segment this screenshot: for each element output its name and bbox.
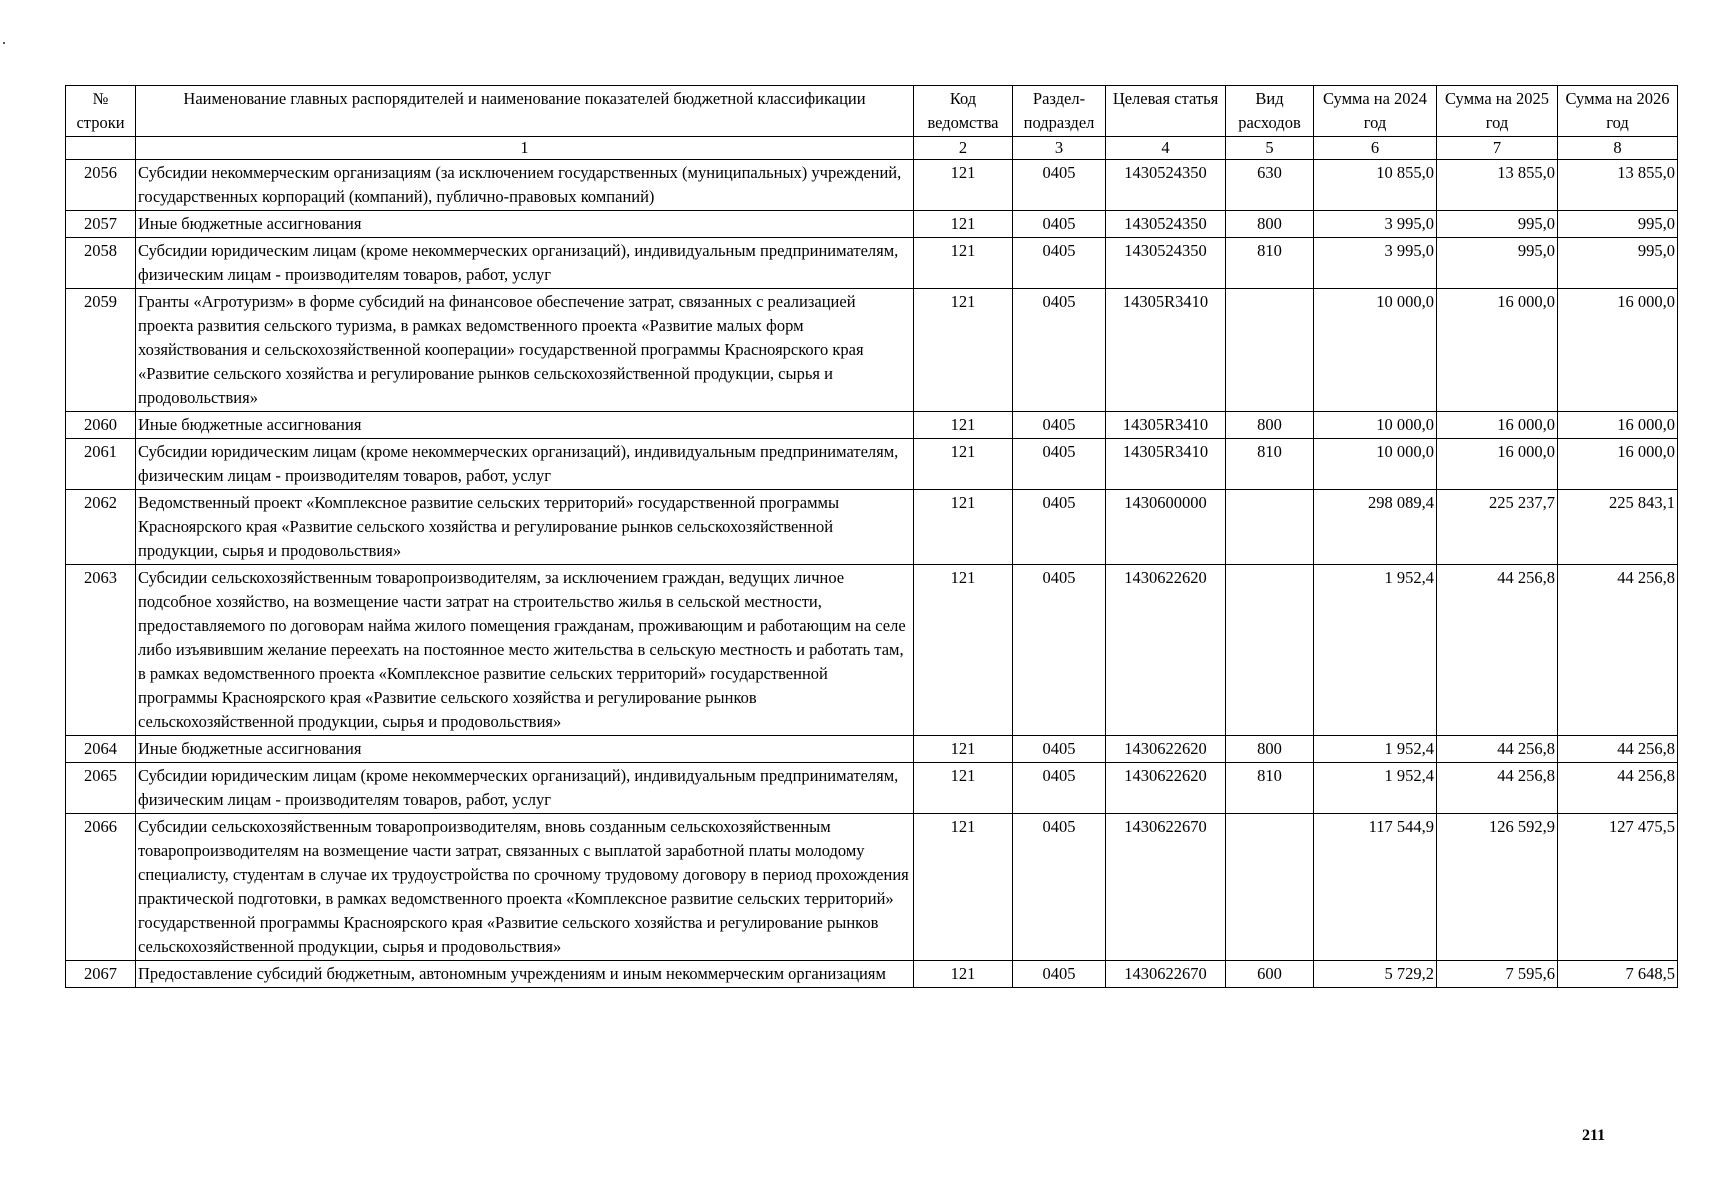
sum-2026: 44 256,8 xyxy=(1558,565,1678,736)
scan-speck xyxy=(3,42,5,44)
row-number: 2058 xyxy=(66,238,136,289)
dept-code: 121 xyxy=(914,211,1013,238)
target-article: 1430524350 xyxy=(1106,238,1226,289)
sum-2025: 16 000,0 xyxy=(1437,412,1558,439)
sum-2024: 10 000,0 xyxy=(1314,412,1437,439)
sum-2024: 5 729,2 xyxy=(1314,961,1437,988)
sum-2024: 298 089,4 xyxy=(1314,490,1437,565)
expense-type: 810 xyxy=(1226,439,1314,490)
sum-2026: 16 000,0 xyxy=(1558,412,1678,439)
sum-2024: 1 952,4 xyxy=(1314,763,1437,814)
table-row xyxy=(66,814,1678,961)
sum-2024: 1 952,4 xyxy=(1314,736,1437,763)
sum-2025: 995,0 xyxy=(1437,238,1558,289)
row-name: Иные бюджетные ассигнования xyxy=(136,211,914,238)
expense-type: 800 xyxy=(1226,211,1314,238)
section-code: 0405 xyxy=(1013,736,1106,763)
header-dept-code: Код ведомства xyxy=(914,86,1013,137)
dept-code: 121 xyxy=(914,289,1013,412)
sum-2025: 126 592,9 xyxy=(1437,814,1558,961)
sum-2026: 995,0 xyxy=(1558,211,1678,238)
sum-2024: 3 995,0 xyxy=(1314,238,1437,289)
row-name: Гранты «Агротуризм» в форме субсидий на финансовое обеспечение затрат, связанных с реализацией проекта развития сельского туризма, в рамках ведомственного проекта «Развитие малых форм хозяйствования и сельскохозяйственной кооперации» государственной программы Красноярского края «Развитие сельского хозяйства и регулирование рынков сельскохозяйственной продукции, сырья и продовольствия» xyxy=(136,289,914,412)
sum-2025: 995,0 xyxy=(1437,211,1558,238)
sum-2026: 16 000,0 xyxy=(1558,439,1678,490)
dept-code: 121 xyxy=(914,238,1013,289)
row-name: Ведомственный проект «Комплексное развитие сельских территорий» государственной программы Красноярского края «Развитие сельского хозяйства и регулирование рынков сельскохозяйственной продукции, сырья и продовольствия» xyxy=(136,490,914,565)
dept-code: 121 xyxy=(914,961,1013,988)
sum-2024: 10 000,0 xyxy=(1314,289,1437,412)
row-name: Субсидии юридическим лицам (кроме некоммерческих организаций), индивидуальным предпринимателям, физическим лицам - производителям товаров, работ, услуг xyxy=(136,238,914,289)
sum-2026: 995,0 xyxy=(1558,238,1678,289)
row-name: Субсидии сельскохозяйственным товаропроизводителям, вновь созданным сельскохозяйственным товаропроизводителям на возмещение части затрат, связанных с выплатой заработной платы молодому специалисту, студентам в случае их трудоустройства по срочному трудовому договору в период прохождения практической подготовки, в рамках ведомственного проекта «Комплексное развитие сельских территорий» государственной программы Красноярского края «Развитие сельского хозяйства и регулирование рынков сельскохозяйственной продукции, сырья и продовольствия» xyxy=(136,814,914,961)
budget-table xyxy=(65,85,1678,988)
table-row xyxy=(66,238,1678,289)
sum-2024: 117 544,9 xyxy=(1314,814,1437,961)
target-article: 1430622620 xyxy=(1106,763,1226,814)
sum-2024: 10 000,0 xyxy=(1314,439,1437,490)
sum-2025: 44 256,8 xyxy=(1437,763,1558,814)
target-article: 14305R3410 xyxy=(1106,289,1226,412)
sum-2024: 10 855,0 xyxy=(1314,160,1437,211)
section-code: 0405 xyxy=(1013,412,1106,439)
target-article: 1430622670 xyxy=(1106,961,1226,988)
expense-type: 630 xyxy=(1226,160,1314,211)
target-article: 14305R3410 xyxy=(1106,439,1226,490)
column-number-row xyxy=(66,137,1678,160)
expense-type xyxy=(1226,289,1314,412)
row-number: 2057 xyxy=(66,211,136,238)
section-code: 0405 xyxy=(1013,490,1106,565)
sum-2024: 3 995,0 xyxy=(1314,211,1437,238)
dept-code: 121 xyxy=(914,490,1013,565)
dept-code: 121 xyxy=(914,763,1013,814)
table-row xyxy=(66,412,1678,439)
row-number: 2066 xyxy=(66,814,136,961)
sum-2025: 16 000,0 xyxy=(1437,439,1558,490)
expense-type xyxy=(1226,490,1314,565)
column-number: 1 xyxy=(136,137,914,160)
target-article: 1430622620 xyxy=(1106,736,1226,763)
column-number: 7 xyxy=(1437,137,1558,160)
header-section: Раздел-подраздел xyxy=(1013,86,1106,137)
column-number: 4 xyxy=(1106,137,1226,160)
header-target: Целевая статья xyxy=(1106,86,1226,137)
target-article: 1430524350 xyxy=(1106,211,1226,238)
dept-code: 121 xyxy=(914,736,1013,763)
sum-2026: 225 843,1 xyxy=(1558,490,1678,565)
table-row xyxy=(66,211,1678,238)
page-number: 211 xyxy=(1582,1127,1606,1144)
row-number: 2067 xyxy=(66,961,136,988)
row-number: 2060 xyxy=(66,412,136,439)
header-sum-2025: Сумма на 2025 год xyxy=(1437,86,1558,137)
header-sum-2024: Сумма на 2024 год xyxy=(1314,86,1437,137)
table-row xyxy=(66,961,1678,988)
row-number: 2063 xyxy=(66,565,136,736)
budget-sheet xyxy=(65,85,1678,988)
target-article: 1430600000 xyxy=(1106,490,1226,565)
table-row xyxy=(66,439,1678,490)
row-number: 2062 xyxy=(66,490,136,565)
dept-code: 121 xyxy=(914,412,1013,439)
table-body xyxy=(66,160,1678,988)
table-row xyxy=(66,160,1678,211)
row-number: 2064 xyxy=(66,736,136,763)
column-number: 3 xyxy=(1013,137,1106,160)
expense-type xyxy=(1226,565,1314,736)
target-article: 14305R3410 xyxy=(1106,412,1226,439)
row-number: 2061 xyxy=(66,439,136,490)
dept-code: 121 xyxy=(914,814,1013,961)
section-code: 0405 xyxy=(1013,565,1106,736)
row-name: Субсидии некоммерческим организациям (за исключением государственных (муниципальных) учреждений, государственных корпораций (компаний), публично-правовых компаний) xyxy=(136,160,914,211)
sum-2026: 44 256,8 xyxy=(1558,763,1678,814)
dept-code: 121 xyxy=(914,439,1013,490)
sum-2026: 16 000,0 xyxy=(1558,289,1678,412)
table-row xyxy=(66,289,1678,412)
target-article: 1430622670 xyxy=(1106,814,1226,961)
table-row xyxy=(66,490,1678,565)
sum-2026: 127 475,5 xyxy=(1558,814,1678,961)
header-sum-2026: Сумма на 2026 год xyxy=(1558,86,1678,137)
section-code: 0405 xyxy=(1013,763,1106,814)
header-row-no: № строки xyxy=(66,86,136,137)
target-article: 1430524350 xyxy=(1106,160,1226,211)
sum-2025: 44 256,8 xyxy=(1437,736,1558,763)
section-code: 0405 xyxy=(1013,289,1106,412)
sum-2025: 13 855,0 xyxy=(1437,160,1558,211)
header-name: Наименование главных распорядителей и наименование показателей бюджетной классификации xyxy=(136,86,914,137)
sum-2024: 1 952,4 xyxy=(1314,565,1437,736)
sum-2026: 44 256,8 xyxy=(1558,736,1678,763)
dept-code: 121 xyxy=(914,565,1013,736)
column-number: 6 xyxy=(1314,137,1437,160)
dept-code: 121 xyxy=(914,160,1013,211)
expense-type: 810 xyxy=(1226,238,1314,289)
column-number: 5 xyxy=(1226,137,1314,160)
expense-type: 800 xyxy=(1226,412,1314,439)
header-row xyxy=(66,86,1678,137)
sum-2026: 7 648,5 xyxy=(1558,961,1678,988)
row-name: Предоставление субсидий бюджетным, автономным учреждениям и иным некоммерческим организациям xyxy=(136,961,914,988)
section-code: 0405 xyxy=(1013,238,1106,289)
section-code: 0405 xyxy=(1013,211,1106,238)
column-number: 8 xyxy=(1558,137,1678,160)
row-name: Субсидии юридическим лицам (кроме некоммерческих организаций), индивидуальным предпринимателям, физическим лицам - производителям товаров, работ, услуг xyxy=(136,763,914,814)
expense-type: 800 xyxy=(1226,736,1314,763)
row-name: Субсидии юридическим лицам (кроме некоммерческих организаций), индивидуальным предпринимателям, физическим лицам - производителям товаров, работ, услуг xyxy=(136,439,914,490)
table-row xyxy=(66,763,1678,814)
column-number: 2 xyxy=(914,137,1013,160)
table-row xyxy=(66,565,1678,736)
sum-2025: 44 256,8 xyxy=(1437,565,1558,736)
row-number: 2056 xyxy=(66,160,136,211)
row-number: 2059 xyxy=(66,289,136,412)
section-code: 0405 xyxy=(1013,961,1106,988)
row-name: Иные бюджетные ассигнования xyxy=(136,736,914,763)
table-row xyxy=(66,736,1678,763)
expense-type xyxy=(1226,814,1314,961)
column-number xyxy=(66,137,136,160)
section-code: 0405 xyxy=(1013,439,1106,490)
sum-2025: 16 000,0 xyxy=(1437,289,1558,412)
sum-2026: 13 855,0 xyxy=(1558,160,1678,211)
header-exp-type: Вид расходов xyxy=(1226,86,1314,137)
target-article: 1430622620 xyxy=(1106,565,1226,736)
sum-2025: 225 237,7 xyxy=(1437,490,1558,565)
sum-2025: 7 595,6 xyxy=(1437,961,1558,988)
row-name: Иные бюджетные ассигнования xyxy=(136,412,914,439)
row-name: Субсидии сельскохозяйственным товаропроизводителям, за исключением граждан, ведущих личное подсобное хозяйство, на возмещение части затрат на строительство жилья в сельской местности, предоставляемого по договорам найма жилого помещения гражданам, проживающим и работающим на селе либо изъявившим желание переехать на постоянное место жительства в сельскую местность и работать там, в рамках ведомственного проекта «Комплексное развитие сельских территорий» государственной программы Красноярского края «Развитие сельского хозяйства и регулирование рынков сельскохозяйственной продукции, сырья и продовольствия» xyxy=(136,565,914,736)
expense-type: 600 xyxy=(1226,961,1314,988)
section-code: 0405 xyxy=(1013,160,1106,211)
row-number: 2065 xyxy=(66,763,136,814)
section-code: 0405 xyxy=(1013,814,1106,961)
expense-type: 810 xyxy=(1226,763,1314,814)
